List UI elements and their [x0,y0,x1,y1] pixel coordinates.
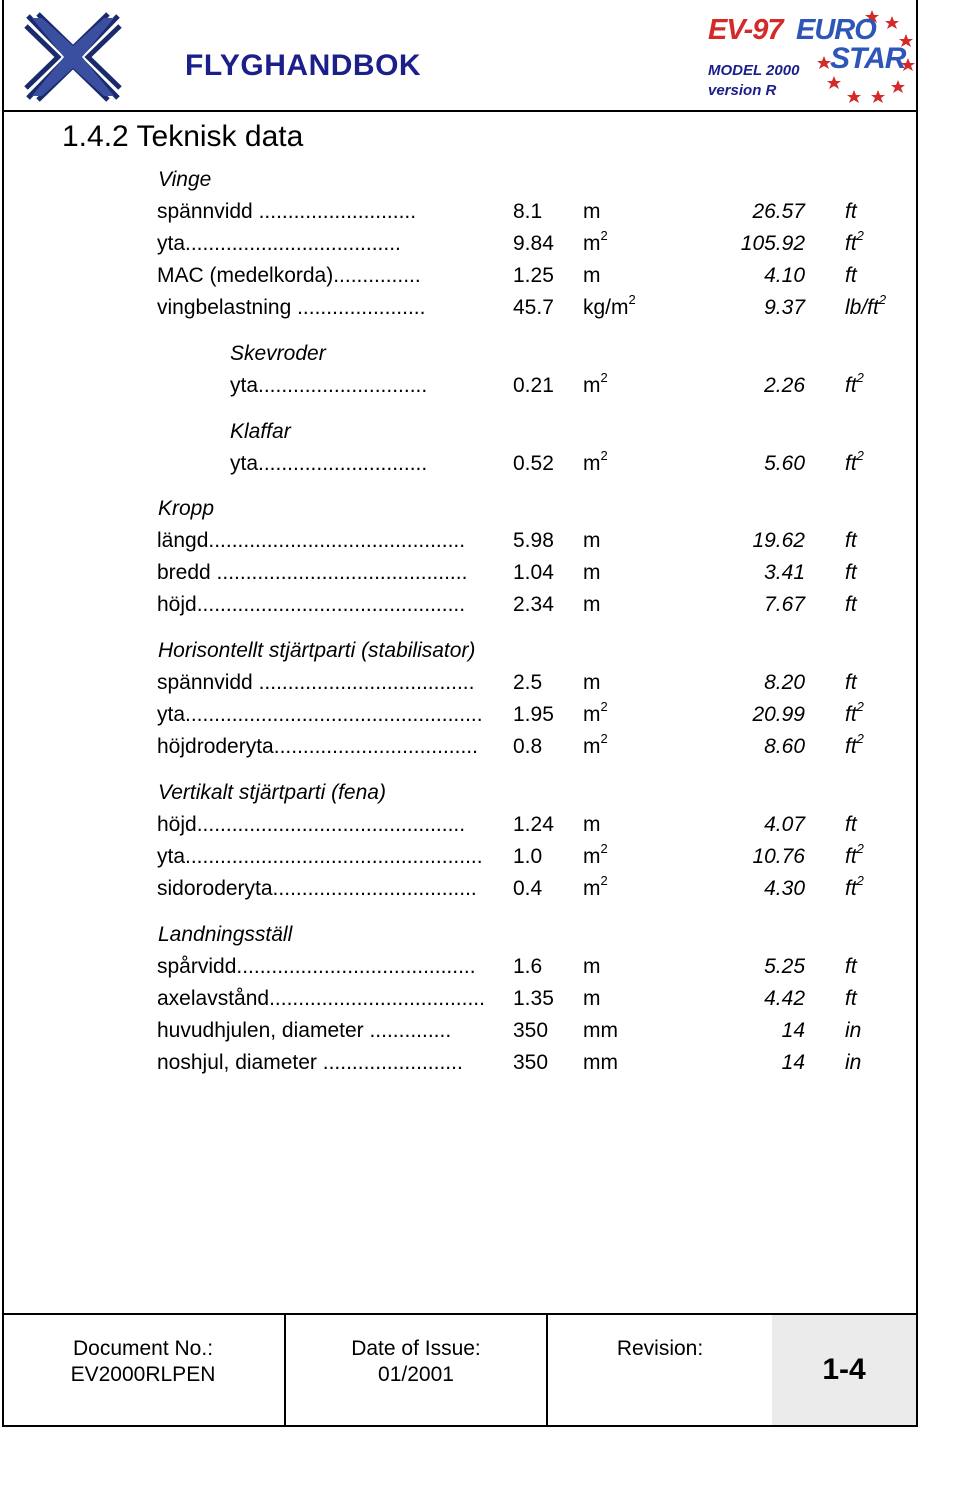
imperial-unit-text: ft [845,987,857,1010]
table-row [0,292,960,322]
table-row [0,529,960,555]
brand-model: MODEL 2000 [708,62,800,79]
unit-text: m [583,813,601,836]
row-imperial-value: 14 [781,1051,805,1074]
brand-version: version R [708,82,777,99]
row-imperial-value: 5.60 [764,452,805,475]
imperial-unit-text: ft [845,845,857,868]
unit-text: m [583,232,601,255]
row-metric-value: 0.4 [505,877,554,901]
row-label: axelavstånd..................................... [157,987,485,1010]
row-imperial-unit [845,228,864,256]
row-imperial-unit [845,1051,861,1075]
unit-text: m [583,374,601,397]
imperial-unit-exponent: 2 [856,228,864,243]
table-row [0,987,960,1013]
table-row [0,448,960,478]
imperial-unit-text: ft [845,264,857,287]
imperial-unit-text: ft [845,452,857,475]
unit-exponent: 2 [600,731,608,746]
footer-rev-label: Revision: [616,1337,704,1360]
unit-text: m [583,529,601,552]
imperial-unit-text: in [845,1051,862,1074]
unit-text: m [583,452,601,475]
imperial-unit-exponent: 2 [878,292,887,307]
row-imperial-unit [845,529,857,553]
row-metric-value: 0.52 [505,452,554,476]
table-row [0,813,960,839]
row-imperial-unit [845,200,857,224]
page-footer [2,1313,918,1427]
imperial-unit-text: in [845,1019,862,1042]
row-metric-unit [583,448,608,476]
table-row [0,228,960,258]
group-klaffar: Klaffar [230,420,291,443]
imperial-unit-text: ft [845,813,857,836]
unit-text: m [583,845,601,868]
row-metric-value: 1.35 [505,987,554,1011]
footer-date-value: 01/2001 [378,1363,454,1386]
imperial-unit-text: ft [845,703,857,726]
unit-text: m [583,561,601,584]
row-metric-unit [583,955,601,979]
group-kropp: Kropp [158,497,215,520]
row-imperial-unit [845,448,864,476]
row-imperial-unit [845,561,857,585]
row-label: längd............................................ [157,529,466,552]
row-imperial-value: 26.57 [752,200,805,223]
row-imperial-value: 2.26 [764,374,805,397]
table-row [0,731,960,761]
row-label: MAC (medelkorda)............... [157,264,421,287]
imperial-unit-exponent: 2 [856,731,864,746]
row-imperial-unit [845,292,887,320]
unit-exponent: 2 [600,873,608,888]
row-imperial-value: 4.42 [764,987,805,1010]
row-imperial-unit [845,1019,861,1043]
row-metric-unit [583,671,601,695]
row-imperial-value: 20.99 [752,703,805,726]
manual-title: FLYGHANDBOK [185,49,422,82]
row-metric-value: 1.04 [505,561,554,585]
row-metric-unit [583,370,608,398]
table-row [0,370,960,400]
row-label: bredd ........................................... [157,561,468,584]
row-imperial-value: 8.60 [764,735,805,758]
row-imperial-value: 4.10 [764,264,805,287]
row-label: noshjul, diameter ........................ [157,1051,463,1074]
row-imperial-value: 7.67 [764,593,805,616]
unit-text: m [583,671,601,694]
table-row [0,841,960,871]
imperial-unit-exponent: 2 [856,448,864,463]
imperial-unit-text: ft [845,232,857,255]
row-metric-unit [583,529,601,553]
imperial-unit-text: ft [845,877,857,900]
row-metric-unit [583,593,601,617]
brand-ev97: EV-97 [708,14,783,46]
imperial-unit-exponent: 2 [856,841,864,856]
row-metric-unit [583,200,601,224]
unit-exponent: 2 [628,292,636,307]
row-imperial-unit [845,370,864,398]
row-metric-value: 350 [505,1019,554,1043]
unit-exponent: 2 [600,370,608,385]
row-metric-value: 350 [505,1051,554,1075]
row-imperial-unit [845,813,857,837]
row-imperial-unit [845,699,864,727]
footer-date-label: Date of Issue: [351,1337,481,1360]
footer-document [2,1315,286,1425]
brand-euro: EURO [796,14,876,46]
imperial-unit-text: ft [845,374,857,397]
row-label: höjd.............................................. [157,813,466,836]
table-row [0,561,960,587]
row-metric-unit [583,699,608,727]
footer-doc-value: EV2000RLPEN [70,1363,216,1386]
row-imperial-unit [845,841,864,869]
table-row [0,873,960,903]
row-metric-unit [583,841,608,869]
row-imperial-unit [845,955,857,979]
unit-exponent: 2 [600,841,608,856]
brand-star: STAR [830,42,906,75]
table-row [0,699,960,729]
row-imperial-value: 4.07 [764,813,805,836]
row-metric-value: 1.6 [505,955,554,979]
unit-text: mm [583,1019,618,1042]
row-metric-value: 0.8 [505,735,554,759]
row-metric-value: 1.95 [505,703,554,727]
unit-text: m [583,703,601,726]
page-header [2,0,918,112]
imperial-unit-text: ft [845,593,857,616]
row-imperial-unit [845,593,857,617]
row-imperial-unit [845,873,864,901]
row-label: höjd.............................................. [157,593,466,616]
row-imperial-value: 10.76 [752,845,805,868]
imperial-unit-text: ft [845,671,857,694]
row-metric-unit [583,561,601,585]
row-label: yta................................................... [157,845,483,868]
row-imperial-unit [845,987,857,1011]
row-label: spännvidd ..................................... [157,671,475,694]
row-metric-value: 8.1 [505,200,554,224]
row-metric-value: 1.24 [505,813,554,837]
row-metric-unit [583,731,608,759]
row-label: yta............................. [230,374,428,397]
group-horisontellt: Horisontellt stjärtparti (stabilisator) [158,639,476,662]
table-row [0,593,960,619]
row-imperial-value: 4.30 [764,877,805,900]
imperial-unit-text: ft [845,955,857,978]
row-imperial-value: 9.37 [764,296,805,319]
row-metric-unit [583,873,608,901]
row-label: huvudhjulen, diameter .............. [157,1019,452,1042]
table-row [0,955,960,981]
row-metric-unit [583,264,601,288]
imperial-unit-exponent: 2 [856,873,864,888]
row-label: yta..................................... [157,232,401,255]
unit-exponent: 2 [600,699,608,714]
table-row [0,264,960,290]
footer-date [286,1315,548,1425]
row-metric-unit [583,1019,618,1043]
row-metric-value: 2.5 [505,671,554,695]
unit-text: m [583,200,601,223]
unit-text: kg/m [583,296,629,319]
row-metric-unit [583,813,601,837]
unit-text: m [583,987,601,1010]
row-metric-value: 1.25 [505,264,554,288]
row-label: spännvidd ........................... [157,200,417,223]
row-imperial-unit [845,731,864,759]
unit-text: m [583,735,601,758]
unit-text: m [583,877,601,900]
imperial-unit-text: ft [845,200,857,223]
row-label: sidoroderyta................................... [157,877,477,900]
row-imperial-unit [845,671,857,695]
group-landningsstall: Landningsställ [158,923,293,946]
row-imperial-unit [845,264,857,288]
row-metric-value: 45.7 [505,296,554,320]
row-metric-value: 2.34 [505,593,554,617]
section-title: 1.4.2 Teknisk data [62,120,304,153]
unit-exponent: 2 [600,228,608,243]
table-row [0,1019,960,1045]
row-imperial-value: 5.25 [764,955,805,978]
group-vertikalt: Vertikalt stjärtparti (fena) [158,781,386,804]
group-skevroder: Skevroder [230,342,326,365]
imperial-unit-exponent: 2 [856,370,864,385]
row-metric-unit [583,228,608,256]
row-metric-value: 1.0 [505,845,554,869]
row-label: yta................................................... [157,703,483,726]
unit-text: mm [583,1051,618,1074]
row-imperial-value: 3.41 [764,561,805,584]
footer-revision [548,1315,774,1425]
group-vinge: Vinge [158,168,212,191]
row-label: höjdroderyta................................... [157,735,478,758]
table-row [0,200,960,226]
unit-text: m [583,264,601,287]
row-label: spårvidd......................................... [157,955,476,978]
row-metric-value: 0.21 [505,374,554,398]
footer-doc-label: Document No.: [72,1337,214,1360]
table-row [0,1051,960,1077]
row-label: vingbelastning ...................... [157,296,426,319]
row-imperial-value: 19.62 [752,529,805,552]
row-imperial-value: 14 [781,1019,805,1042]
unit-text: m [583,593,601,616]
row-imperial-value: 105.92 [740,232,805,255]
unit-exponent: 2 [600,448,608,463]
row-metric-value: 5.98 [505,529,554,553]
imperial-unit-text: lb/ft [845,296,879,319]
row-imperial-value: 8.20 [764,671,805,694]
table-row [0,671,960,697]
imperial-unit-exponent: 2 [856,699,864,714]
page-number: 1-4 [772,1315,916,1425]
row-metric-value: 9.84 [505,232,554,256]
imperial-unit-text: ft [845,529,857,552]
company-logo-icon [24,10,122,104]
row-metric-unit [583,1051,618,1075]
brand-logo [702,14,916,109]
imperial-unit-text: ft [845,561,857,584]
imperial-unit-text: ft [845,735,857,758]
row-metric-unit [583,292,636,320]
unit-text: m [583,955,601,978]
row-label: yta............................. [230,452,428,475]
row-metric-unit [583,987,601,1011]
